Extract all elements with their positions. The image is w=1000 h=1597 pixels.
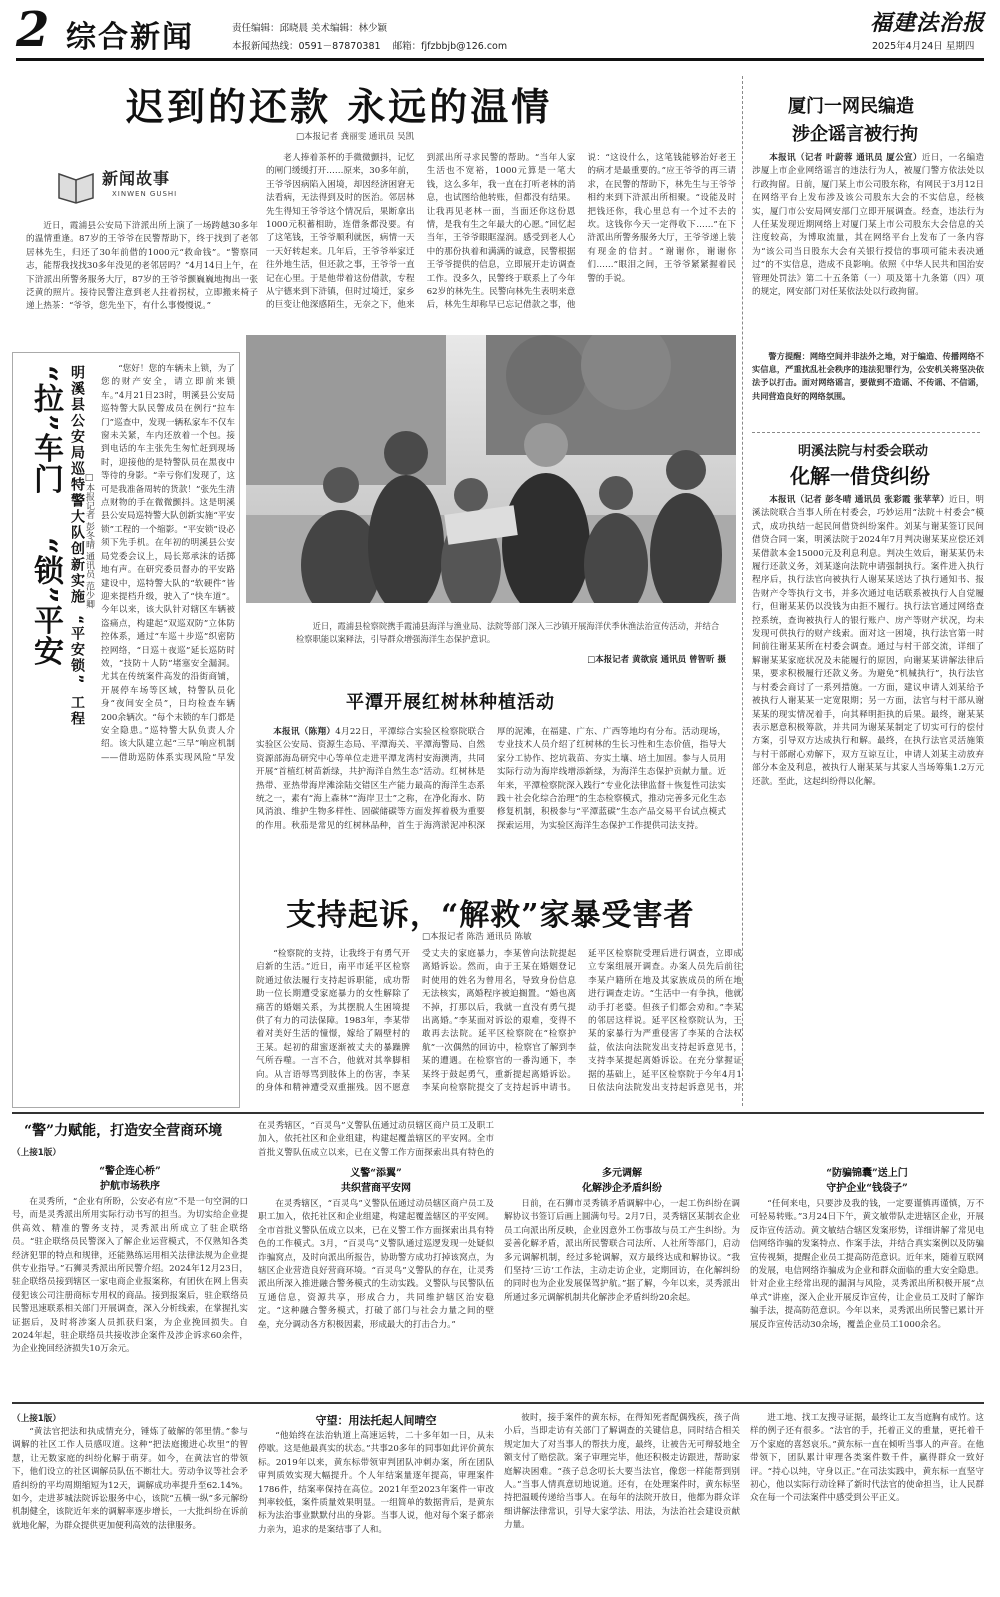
item-2-subtitle: 共织营商平安网 bbox=[341, 1183, 411, 1194]
dv-body: “检察院的支持，让我终于有勇气开启新的生活。”近日，南平市延平区检察院通过依法履行支持起诉职能，成功帮助一位长期遭受家庭暴力的女性解除了痛苦的婚姻关系，为其摆脱人生困境提供了有力的司法保障。1983年，李某带着对美好生活的憧憬，嫁给了隔壁村的王某。起初的甜蜜逐渐被丈夫的暴躁脾气所吞噬。一言不合，他就对其拳脚相向。从言语辱骂到肢体上的伤害，李某的身体和精神遭受双重摧残。因不愿意受丈夫的家庭暴力，李某曾向法院提起离婚诉讼。然而，由于王某在婚姻登记时使用的姓名为曾用名，导致身份信息无法核实，离婚程序被迫搁置。“婚也离不掉，打那以后，我就一直没有勇气提出离婚。”李某面对诉讼的艰难，变得不敢再去法院。延平区检察院在“检察护航”一次偶然的回访中，检察官了解到李某的遭遇。在检察官的一番沟通下，李某终于鼓起勇气，重新提起离婚诉讼。李某向检察院提交了支持起诉申请书。延平区检察院受理后进行调查，立即成立专案组展开调查。办案人员先后前往李某户籍所在地及其家族成员的所在地进行调查走访。“生活中一有争执，他就动手打老婆。但孩子们都会劝和。”李某的邻居这样说。延平区检察院认为，王某的家暴行为严重侵害了李某的合法权益，依法向法院发出支持起诉意见书，支持李某提起离婚诉讼。在充分掌握证据的基础上，延平区检察院于今年4月1日依法向法院发出支持起诉意见书，并 bbox=[256, 949, 742, 1094]
bottom-a bbox=[12, 1116, 984, 1398]
bottom-a-item-2 bbox=[258, 1116, 494, 1398]
right-mid-story bbox=[750, 436, 984, 864]
right-mid-byline: 本报讯（记者 彭冬晴 通讯员 张彩霞 张苹苹） bbox=[769, 495, 950, 505]
bottom-b bbox=[12, 1406, 984, 1596]
bottom-b-far: 进工地、找工友搜寻证据，最终让工友当庭胸有成竹。这样的例子还有很多。“法官的手，托着正义的重量，更托着千万个家庭的喜怒哀乐。”黄东标一直在倾听当事人的声音。在他带领下，团队累计审理各类案件数千件，赢得群众一致好评。“持心以纯，守身以正。”在司法实践中，黄东标一直坚守初心，他以实际行动诠释了新时代法官的使命担当，让人民群众在每一个司法案件中感受到公平正义。 bbox=[750, 1413, 984, 1504]
bottom-b-right: 彼时，接手案件的黄东标，在得知死者配偶残疾，孩子尚小后，当即走访有关部门了解调查的关键信息，同时结合相关规定加大了对当事人的帮扶力度，最终，让被告无可辩驳地全额支付了赔偿款。案子审理完毕，他还积极走访跟进，帮助家庭解决困难。“孩子总念叨长大要当法官，像您一样能帮到别人。”当事人情真意切地说道。还有，在处理案件时，黄东标坚持把温暖传递给当事人。在每年的法院开放日，他都为群众详细讲解法律常识，引导大家学法、用法，为法治社会建设贡献力量。 bbox=[504, 1413, 740, 1531]
lead-story bbox=[16, 70, 736, 332]
left-story bbox=[12, 352, 240, 1108]
editors-line: 责任编辑：邱晓晨 美术编辑：林少颖 bbox=[232, 23, 388, 34]
bottom-a-item-3 bbox=[504, 1116, 740, 1398]
right-top-text: 近日，一名编造涉厦上市企业网络谣言的违法行为人，被厦门警方依法处以行政拘留。日前，厦门某上市公司股东称，有网民于3月12日在网络平台上发布涉及该公司股东大会的不实信息，经核实，厦门市公安局网安部门立即开展调查。经查，违法行为人任某发现近期网络上对厦门某上市公司股东大会信息的关注度较高，为博取流量，其在网络平台上发布了一条内容为“该公司当日股东大会有关银行授信的事项可能未表决通过”的不实信息，造成不良影响。依照《中华人民共和国治安管理处罚法》第二十五条第（一）项及第十九条第（四）项的规定，网安部门对任某依法处以行政拘留。 bbox=[752, 153, 984, 298]
item-2-title: 义警“添翼” bbox=[350, 1168, 402, 1179]
paper-logo: 福建法治报 bbox=[870, 10, 986, 36]
right-mid-title-2: 化解一借贷纠纷 bbox=[790, 464, 930, 488]
left-title-line-4: “平安锁” bbox=[69, 615, 85, 686]
left-story-body-tail bbox=[21, 767, 233, 769]
column-label-en: XINWEN GUSHI bbox=[112, 190, 178, 198]
item-3-subtitle: 化解涉企矛盾纠纷 bbox=[582, 1183, 662, 1194]
column-label: 新闻故事 bbox=[102, 169, 171, 188]
left-story-byline: □本报记者 彭冬晴 通讯员 范少卿 bbox=[84, 473, 94, 609]
photo-caption: 近日，霞浦县检察院携手霞浦县海洋与渔业局、法院等部门深入三沙镇开展海洋伏季休渔法治宣传活动，并结合检察职能以案释法，引导群众增强海洋生态保护意识。 bbox=[296, 621, 720, 644]
column-logo bbox=[56, 162, 226, 208]
bottom-b-title: 守望：用法托起人间晴空 bbox=[315, 1414, 437, 1427]
book-icon bbox=[56, 166, 96, 204]
item-4-title: “防骗锦囊”送上门 bbox=[826, 1168, 908, 1179]
item-2-body: 在灵秀辖区，“百灵鸟”义警队伍通过动员辖区商户员工及职工加入，依托社区和企业组建，构建起覆盖辖区的平安网。全市首批义警队伍成立以来，已在义警工作方面探索出具有特色的工作模式。3月，“百灵鸟”义警队通过巡逻发现一处疑似诈骗窝点，及时向派出所报告，协助警方成功打掉该窝点，为辖区企业营造良好营商环境。“百灵鸟”义警队的存在，让灵秀派出所深入推进融合警务模式的生动实践。义警队与民警队伍互通信息，资源共享，形成合力，共同维护辖区治安稳定。“这种融合警务模式，打破了部门与社会力量之间的壁垒，充分调动各方积极因素，形成最大的打击合力。” bbox=[258, 1199, 494, 1330]
masthead bbox=[0, 0, 1000, 62]
bottom-a-item-4 bbox=[750, 1116, 984, 1398]
lower-section-rule bbox=[12, 1112, 984, 1114]
lower-section-rule-2 bbox=[12, 1402, 984, 1404]
right-top-paragraph bbox=[752, 152, 984, 299]
right-mid-paragraph bbox=[752, 494, 984, 789]
left-title-line-1: 明溪县公安局巡特警大队创新实施 bbox=[69, 365, 85, 605]
mangrove-byline: 本报讯（陈翔） bbox=[273, 727, 336, 737]
dv-byline: □本报记者 陈浩 通讯员 陈敏 bbox=[422, 932, 532, 942]
left-story-body-cont bbox=[21, 767, 233, 1101]
right-top-title-2: 涉企谣言被行拘 bbox=[792, 124, 918, 145]
date-line: 2025年4月24日 星期四 bbox=[872, 41, 975, 52]
right-mid-title-1: 明溪法院与村委会联动 bbox=[798, 444, 929, 459]
mangrove-headline: 平潭开展红树林种植活动 bbox=[346, 692, 555, 713]
right-mid-body bbox=[752, 494, 984, 860]
lead-byline: □本报记者 龚丽雯 通讯员 吴凯 bbox=[296, 132, 415, 142]
divider-right-1 bbox=[752, 432, 980, 433]
left-title-line-3: “锁”平安 bbox=[28, 537, 63, 667]
right-top-tip: 警方提醒：网络空间并非法外之地，对于编造、传播网络不实信息，严重扰乱社会秩序的违法犯罪行为，公安机关将坚决依法予以打击。面对网络谣言，要做到不造谣、不传谣、不信谣，共同营造良好的网络氛围。 bbox=[752, 351, 984, 401]
bottom-a-item-1 bbox=[12, 1160, 248, 1398]
photo-credit: □本报记者 黄欲宸 通讯员 曾智昕 摄 bbox=[587, 655, 726, 665]
item-2-lead: 在灵秀辖区，“百灵鸟”义警队伍通过动员辖区商户员工及职工加入，依托社区和企业组建，构建起覆盖辖区的平安网。全市首批义警队伍成立以来，已在义警工作方面探索出具有特色的 bbox=[258, 1121, 494, 1158]
mangrove-story bbox=[246, 682, 736, 862]
hotline: 本报新闻热线：0591－87870381 bbox=[232, 41, 381, 52]
lead-body: 老人捧着茶杯的手微微颤抖，记忆的闸门缓缓打开……原来，30多年前，王爷爷因病陷入困境，却因经济困窘无法看病，无法得到及时的医治。邻居林先生得知王爷爷这个情况后，果断拿出1000元积蓄相助，连借条都没要。有了这笔钱，王爷爷顺利就医，病情一天一天好转起来。几年后，王爷爷举家迁往外地生活，但还款之事，王爷爷一直记在心里。于是他带着这份借款，专程从宁德来到下浒镇，但时过境迁，家乡的巨变让他深感陌生，无奈之下，他来到派出所寻求民警的帮助。“当年人家生活也不宽裕，1000元算是一笔大钱，这么多年，我一直在打听老林的消息，也试图给他转账，但都没有结果。让我再见老林一面，当面还你这份恩情，是我有生之年最大的心愿。”回忆起当年，王爷爷眼眶湿润。感受到老人心中的那份执着和满满的诚意，民警根据王爷爷提供的信息，立即展开走访调查工作。没多久，民警终于联系上了今年62岁的林先生。民警向林先生表明来意后，林先生却称早已忘记借款之事，他说：“这设什么，这笔钱能够治好老王的病才是最重要的。”应王爷爷的再三请求，在民警的帮助下，林先生与王爷爷相约来到下浒派出所相聚。“设能及时把钱还你，我心里总有一个过不去的坎。这钱你今天一定得收下……”在下浒派出所警务服务大厅，王爷爷递上装有现金的信封。“谢谢你，谢谢你们……”眼泪之间，王爷爷紧紧握着民警的手说。 bbox=[266, 153, 736, 311]
item-1-subtitle: 护航市场秩序 bbox=[100, 1181, 160, 1192]
item-1-title: “警企连心桥” bbox=[99, 1166, 161, 1177]
bottom-a-header: “警”力赋能，打造安全营商环境 bbox=[24, 1123, 223, 1139]
section-title: 综合新闻 bbox=[66, 20, 194, 55]
right-top-title-1: 厦门一网民编造 bbox=[788, 96, 914, 117]
right-top-byline: 本报讯（记者 叶蔚蓉 通讯员 厦公宣） bbox=[769, 153, 922, 163]
lead-headline: 迟到的还款 永远的温情 bbox=[126, 84, 553, 129]
hotline-line bbox=[232, 38, 507, 52]
item-1-body: 在灵秀所，“企业有所盼，公安必有应”不是一句空洞的口号，而是灵秀派出所用实际行动书写的担当。为切实给企业提供高效、精准的警务支持，灵秀派出所成立了驻企联络员。“驻企联络员民警深入了解企业运营模式，不仅熟知各类经济犯罪的特点和规律，还能熟练运用相关法律法规为企业提供专业指导。”石狮灵秀派出所民警介绍。2024年12月23日，驻企联络员接到辖区一家电商企业报案称，有团伙在网上售卖侵犯该公司注册商标专用权的商品。接到报案后，驻企联络员民警迅速联系相关部门开展调查，深入分析线索，在掌握扎实证据后，及时将涉案人员抓获归案，为企业挽回损失。自2024年起，驻企联络员共接收涉企案件及涉企诉求60余件，为企业挽回经济损失10万余元。 bbox=[12, 1197, 248, 1355]
item-3-title: 多元调解 bbox=[602, 1168, 642, 1179]
photo-event bbox=[246, 335, 736, 603]
bottom-b-source: （上接1版） bbox=[12, 1414, 61, 1424]
item-4-body: “任何来电，只要涉及我的钱，一定要谨慎再谨慎，万不可轻易转账。”3月24日下午，黄文敏带队走进辖区企业，开展反诈宣传活动。黄文敏结合辖区发案形势，详细讲解了常见电信网络诈骗的发案特点、作案手法，并结合真实案例以及防骗宣传视频，提醒企业员工提高防范意识。近年来，随着互联网的发展，电信网络诈骗成为企业和群众面临的重大安全隐患。针对企业主经常出现的漏洞与风险，灵秀派出所积极开展“点单式”讲座，深入企业开展反诈宣传，让企业员工及时了解诈骗手法，提高防范意识。今年以来，灵秀派出所民警已累计开展反诈宣传活动30余场，覆盖企业员工1000余名。 bbox=[750, 1199, 984, 1330]
lead-intro: 近日，霞浦县公安局下浒派出所上演了一场跨越30多年的温情重逢。87岁的王爷爷在民警帮助下，终于找到了老邻居林先生，归还了30年前借的1000元“救命钱”。“警察同志，能帮我找找30多年没见的老邻居吗？”4月14日上午，在下浒派出所警务服务大厅，87岁的王爷爷颤巍巍地掏出一张泛黄的照片。接待民警注意到老人拄着拐杖，立即搬来椅子递上热茶：“爷爷，您先坐下，有什么事慢慢说。” bbox=[26, 221, 258, 312]
page-number: 2 bbox=[16, 2, 50, 58]
mangrove-text: 4月22日，平潭综合实验区检察院联合实验区公安局、资源生态局、平潭海关、平潭海警局、自然资源部海岛研究中心等单位走进平潭龙湾村安海澳湾，共同开展“首植红树苗新绿，共护海洋自然生态”活动。红树林是热带、亚热带海岸滩涂陆交错区生产能力最高的海洋生态系统之一，素有“海上森林”“海岸卫士”之称，在净化海水、防风消浪、维护生物多样性、固碳储碳等方面发挥着极为重要的作用。秋茄是常见的红树林品种，首生于海湾淤泥冲积深厚的泥滩，在福建、广东、广西等地均有分布。活动现场，专业技术人员介绍了红树林的生长习性和生态价值，指导大家分工协作、挖坑栽苗、夯实土壤、培土加固。参与人员用实际行动为海岸线增添新绿，为海洋生态保护贡献力量。近年来，平潭检察院深入践行“专业化法律监督＋恢复性司法实践＋社会化综合治理”的生态检察模式，推动完善多元化生态修复机制，积极参与“平潭蓝碳”生态产品交易平台试点模式探索运用，为实验区海洋生态保护工作提供司法支持。 bbox=[256, 727, 726, 831]
masthead-rule bbox=[16, 58, 984, 61]
right-mid-text: 近日，明溪法院联合当事人所在村委会，巧妙运用“法院＋村委会”模式，成功执结一起民间借贷纠纷案件。刘某与谢某签订民间借贷合同一案，明溪法院于2024年7月判决谢某某应偿还刘某借款本金15000元及利息利息。判决生效后，谢某某仍未履行还款义务，刘某遂向法院申请强制执行。案件进入执行程序后，执行法官向被执行人谢某某送达了执行通知书、报告财产令等执行文书，并多次通过电话联系被执行人自觉履行，但谢某某仍以没钱为由拒不履行。执行法官通过网络查控系统，查询被执行人的银行账户、房产等财产状况，均未发现可供执行的财产线索。面对这一困境，执行法官第一时间前往谢某某所在村委会调查。通过与村干部交流，详细了解谢某某家庭状况及未能履行的原因，向谢某某讲解法律后果，要求积极履行还款义务。为避免“机械执行”，执行法官与村委会商讨了一系列措施。一方面，建议申请人刘某给予被执行人谢某某一定宽限期；另一方面，法官与村干部从谢某某的现实情况着手，向其释明拒执的后果。最终，谢某某表示愿意积极筹款，并共同为谢某某制定了切实可行的偿付方案，引导双方达成执行和解。最终，在执行法官灵活施策与村干部耐心劝解下，双方互谅互让，申请人刘某主动放弃部分本金及利息，被执行人谢某某与其家人当场筹集1.2万元还款。至此，这起纠纷得以化解。 bbox=[752, 495, 984, 787]
left-title-line-2: “拉”车门 bbox=[28, 365, 63, 495]
item-4-subtitle: 守护企业“钱袋子” bbox=[826, 1183, 908, 1194]
item-3-body: 日前，在石狮市灵秀镇矛盾调解中心，一起工伤纠纷在调解协议书签订后画上圆满句号。2月7日，灵秀辖区某制衣企业员工向派出所反映，企业因意外工伤事故与员工产生纠纷。为妥善化解矛盾，派出所民警联合司法所、人社所等部门，启动多元调解机制，经过多轮调解，双方最终达成和解协议。“我们坚持‘三访’工作法，主动走访企业，定期回访，在化解纠纷的同时也为企业发展保驾护航。”据了解，今年以来，灵秀派出所通过多元调解机制共化解涉企矛盾纠纷20余起。 bbox=[504, 1199, 740, 1303]
email: 邮箱：fjfzbbjb@126.com bbox=[392, 41, 508, 52]
bottom-b-left: “黄法官把法和执成情充分，锤炼了破解的邻里情。”参与调解的社区工作人员感叹道。这种“把法庭搬进心坎里”的智慧，让无数家庭的纠纷化解于萌芽。如今，在黄法官的带领下，他们设立的社区调解员队伍不断壮大。劳动争议等社会矛盾纠纷的平均周期缩短为12天，调解成功率提升至62.14%。如今，走进芗城法院诉讼服务中心，该院“五横一纵”多元解纷机制健全，该院近年来的调解率逐步增长，一大批纠纷在诉前就地化解，为群众提供更加便利高效的法律服务。 bbox=[12, 1427, 248, 1531]
left-story-body: “您好！您的车辆未上锁，为了您的财产安全，请立即前来锁车。”4月21日23时，明溪县公安局巡特警大队民警成员在例行“拉车门”巡查中，发现一辆私家车不仅车窗未关紧，车内还放着一个包。接到电话的车主张先生匆忙赶到现场时，迎接他的是特警队员在黑夜中等待的身影。“幸亏你们发现了，这可是我准备周转的货款！”张先生清点财物的手在微微颤抖。这是明溪县公安局巡特警大队创新实施“平安锁”工程的一个缩影。“平安锁”设必须下先手机。在年初的明溪县公安局党委会议上，局长郑承沫的话掷地有声。在研究委员督办的平安路建设中，巡特警大队的“软硬件”皆迎来提档升级，驶入了“快车道”。今年以来，该大队针对辖区车辆被盗痛点，构建起“双巡双防”立体防控体系，通过“车巡＋步巡”织密防控网络，“日巡＋夜巡”延长巡防时效，“技防＋人防”堵塞安全漏洞。尤其在传统案件高发的沿街商铺，开展停车场等区域，特警队员化身“夜间安全员”，日均检查车辆200余辆次。“每个末锁的车门都是安全隐患。”巡特警大队负责人介绍。该大队建立起“三早”响应机制——借助巡防体系实现风险“早发 bbox=[101, 364, 235, 763]
right-top-story bbox=[750, 70, 984, 426]
mangrove-body bbox=[256, 726, 726, 858]
mangrove-paragraph bbox=[256, 726, 726, 833]
right-top-body bbox=[752, 152, 984, 348]
photo-block bbox=[246, 335, 736, 675]
bottom-a-source: （上接1版） bbox=[12, 1148, 61, 1158]
bottom-b-mid: “他始终在法治轨道上高速运转，二十多年如一日，从未停歇。这是他最真实的状态。”共事20多年的同事如此评价黄东标。2019年以来，黄东标带领审判团队冲刺办案，所在团队审判质效实现大幅提升。个人年结案量逐年提高，审理案件1786件，结案率保持在高位。2021年至2023年案件一审改判率较低，案件质量效果明显。一组简单的数据背后，是黄东标为法治事业默默付出的身影。当事人说，他对每个案子都亲力亲为，追求的是案结事了人和。 bbox=[258, 1431, 494, 1535]
dv-headline: 支持起诉，“解救”家暴受害者 bbox=[286, 898, 695, 933]
dv-story bbox=[246, 870, 982, 1106]
left-title-line-5: 工程 bbox=[69, 695, 85, 727]
